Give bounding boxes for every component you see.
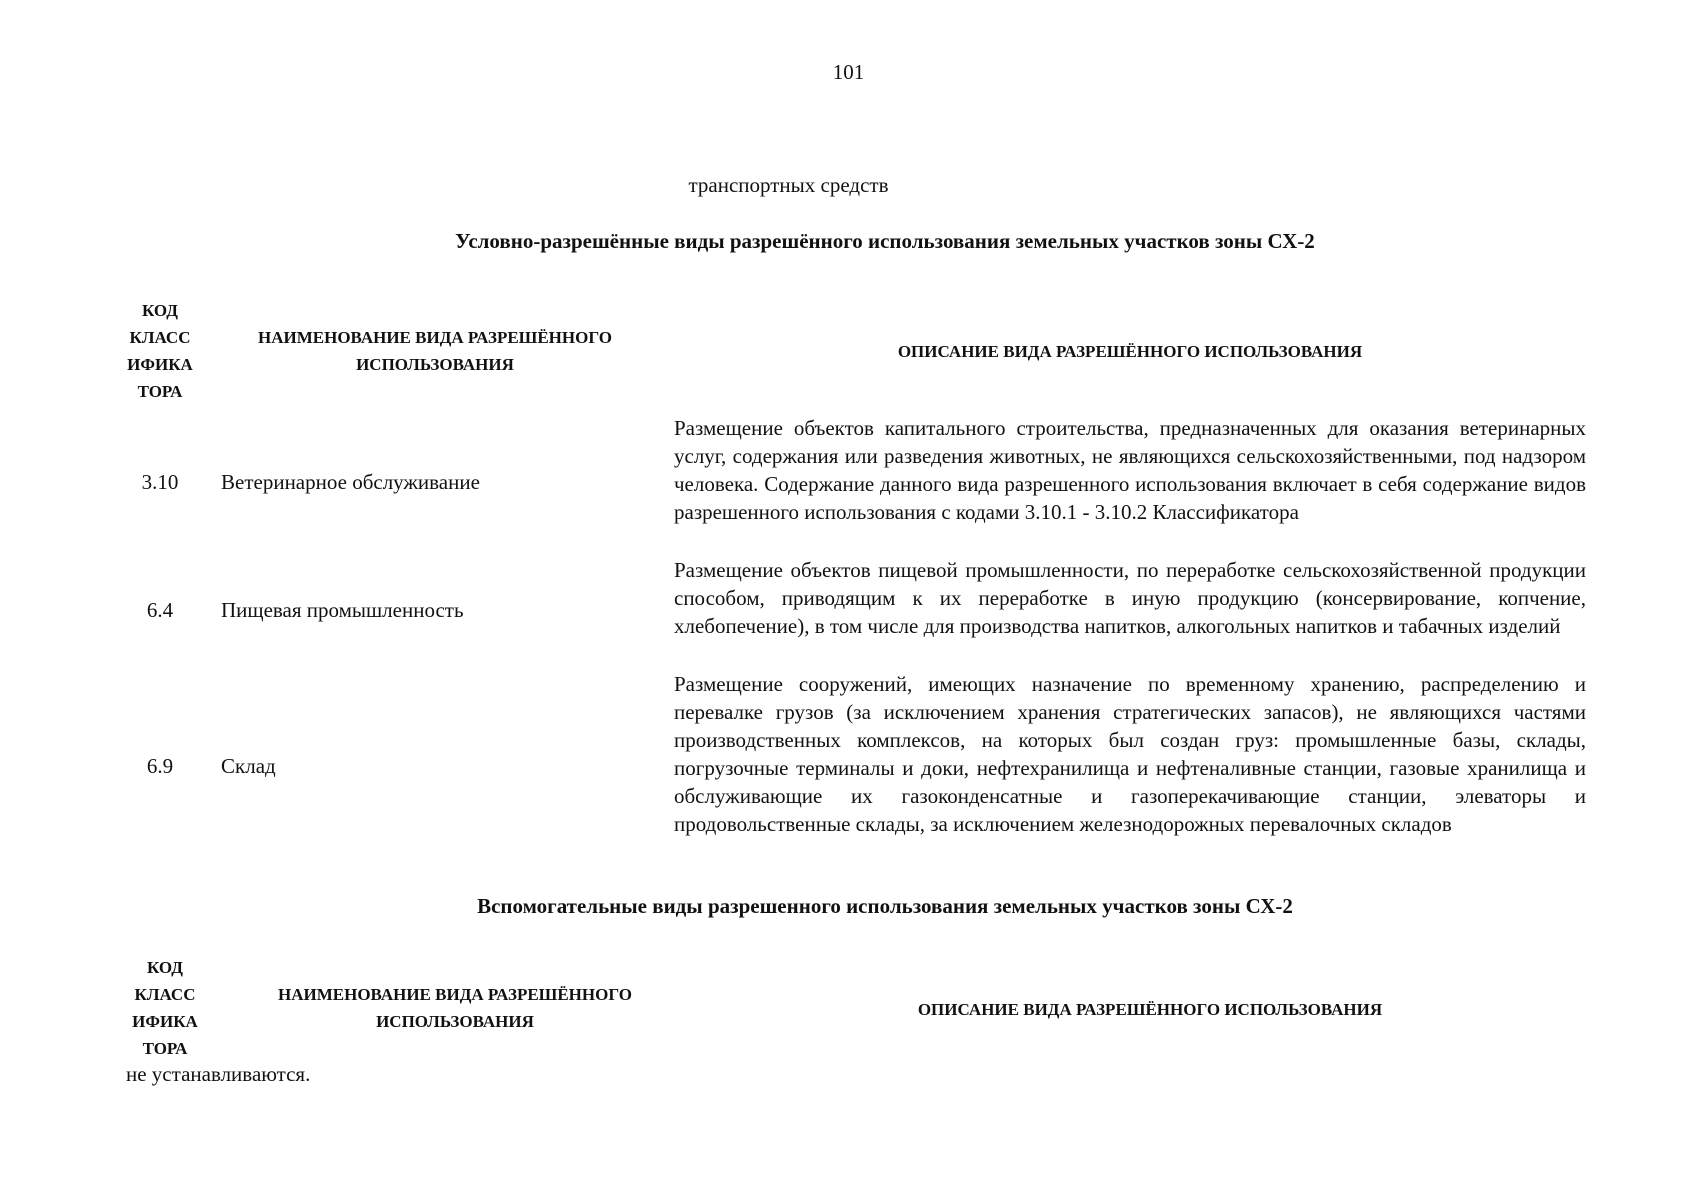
table-row-description: Размещение объектов пищевой промышленности, по переработке сельскохозяйственной продукции способом, приводящим к их переработке в иную продукцию (консервирование, копчение, хлебопечение), в том числе для производства напитков, алкогольных напитков и табачных изделий — [674, 558, 1586, 638]
name-header-line: ИСПОЛЬЗОВАНИЯ — [356, 355, 514, 374]
code-header-line: КОД — [142, 301, 178, 320]
code-column-header — [110, 297, 210, 405]
table-row-code: 3.10 — [141, 470, 179, 494]
description-column-header: ОПИСАНИЕ ВИДА РАЗРЕШЁННОГО ИСПОЛЬЗОВАНИЯ — [917, 1000, 1383, 1019]
table-row-description: Размещение объектов капитального строительства, предназначенных для оказания ветеринарных услуг, содержания или разведения животных, не являющихся сельскохозяйственными, под надзором человека. Содержание данного вида разрешенного использования включает в себя содержание видов разрешенного использования с кодами 3.10.1 - 3.10.2 Классификатора — [674, 416, 1586, 524]
code-header-line: КЛАСС — [134, 985, 196, 1004]
conditional-section-heading: Условно-разрешённые виды разрешённого использования земельных участков зоны СХ-2 — [455, 229, 1315, 253]
code-header-line: КЛАСС — [129, 328, 191, 347]
table-row-code: 6.9 — [146, 754, 174, 778]
code-header-line: ТОРА — [142, 1039, 188, 1058]
code-header-line: ИФИКА — [132, 1012, 198, 1031]
table-row-name: Склад — [221, 754, 276, 778]
not-established-note: не устанавливаются. — [126, 1062, 311, 1086]
code-header-line: ИФИКА — [127, 355, 193, 374]
name-column-header — [240, 981, 670, 1035]
code-header-line: ТОРА — [137, 382, 183, 401]
name-column-header — [220, 324, 650, 378]
table-row-description: Размещение сооружений, имеющих назначение по временному хранению, распределению и перевалке грузов (за исключением хранения стратегических запасов), не являющихся частями производственных комплексов, на которых был создан груз: промышленные базы, склады, погрузочные терминалы и доки, нефтехранилища и нефтеналивные станции, газовые хранилища и обслуживающие их газоконденсатные и газоперекачивающие станции, элеваторы и продовольственные склады, за исключением железнодорожных перевалочных складов — [674, 672, 1586, 836]
code-header-line: КОД — [147, 958, 183, 977]
description-column-header: ОПИСАНИЕ ВИДА РАЗРЕШЁННОГО ИСПОЛЬЗОВАНИЯ — [897, 342, 1363, 361]
name-header-line: НАИМЕНОВАНИЕ ВИДА РАЗРЕШЁННОГО — [258, 328, 612, 347]
table-row-code: 6.4 — [146, 598, 174, 622]
page-number: 101 — [832, 60, 865, 84]
code-column-header — [115, 954, 215, 1062]
auxiliary-section-heading: Вспомогательные виды разрешенного использования земельных участков зоны СХ-2 — [477, 894, 1293, 918]
name-header-line: НАИМЕНОВАНИЕ ВИДА РАЗРЕШЁННОГО — [278, 985, 632, 1004]
name-header-line: ИСПОЛЬЗОВАНИЯ — [376, 1012, 534, 1031]
table-row-name: Пищевая промышленность — [221, 598, 464, 622]
continuation-text: транспортных средств — [688, 173, 889, 197]
table-row-name: Ветеринарное обслуживание — [221, 470, 480, 494]
